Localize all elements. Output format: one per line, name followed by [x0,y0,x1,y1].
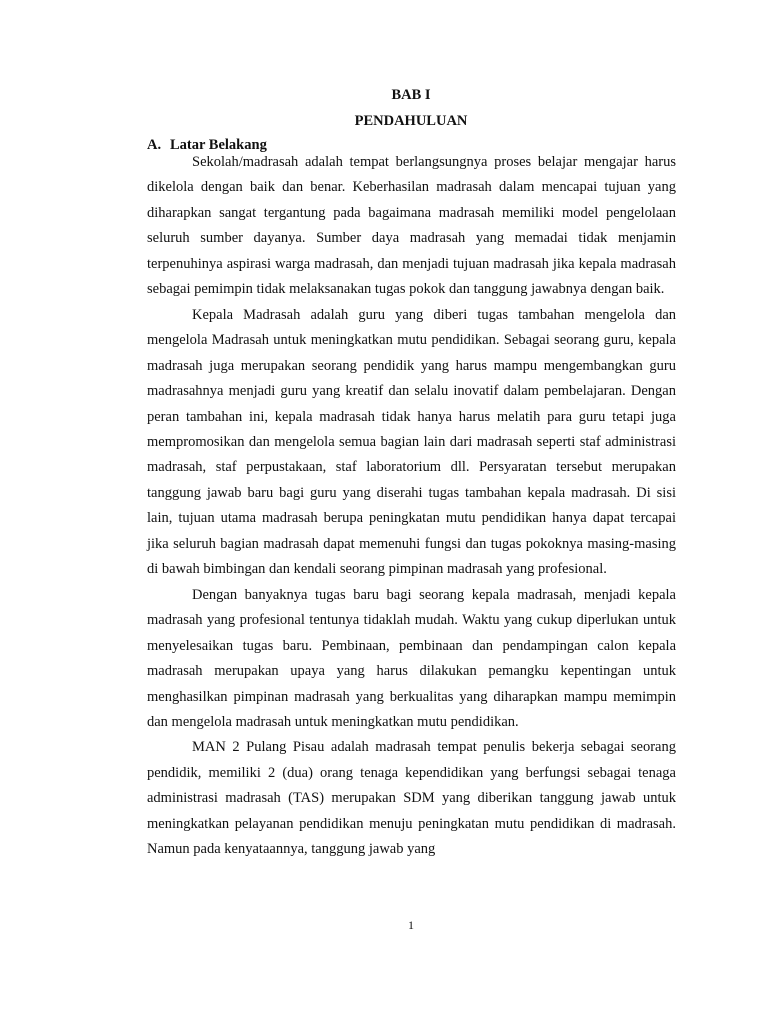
paragraph: Kepala Madrasah adalah guru yang diberi tugas tambahan mengelola dan mengelola Madrasah untuk meningkatkan mutu pendidikan. Sebagai seorang guru, kepala madrasah juga merupakan seorang pendidik yang harus mampu mengembangkan guru madrasahnya menjadi guru yang kreatif dan selalu inovatif dalam pembelajaran. Dengan peran tambahan ini, kepala madrasah tidak hanya harus melatih para guru tetapi juga mempromosikan dan mengelola semua bagian lain dari madrasah seperti staf administrasi madrasah, staf perpustakaan, staf laboratorium dll. Persyaratan tersebut merupakan tanggung jawab baru bagi guru yang diserahi tugas tambahan kepala madrasah. Di sisi lain, tujuan utama madrasah berupa peningkatan mutu pendidikan hanya dapat tercapai jika seluruh bagian madrasah dapat memenuhi fungsi dan tugas pokoknya masing-masing di bawah bimbingan dan kendali seorang pimpinan madrasah yang profesional. [147,306,676,578]
chapter-title: PENDAHULUAN [354,113,468,129]
page-number: 1 [408,918,414,932]
section-number: A. [147,137,162,153]
paragraph: Dengan banyaknya tugas baru bagi seorang kepala madrasah, menjadi kepala madrasah yang profesional tentunya tidaklah mudah. Waktu yang cukup diperlukan untuk menyelesaikan tugas baru. Pembinaan, pembinaan dan pendampingan calon kepala madrasah merupakan upaya yang harus dilakukan pemangku kepentingan untuk menghasilkan pimpinan madrasah yang berkualitas yang diharapkan mampu memimpin dan mengelola madrasah untuk meningkatkan mutu pendidikan. [147,586,676,730]
chapter-number: BAB I [391,87,431,103]
paragraph: MAN 2 Pulang Pisau adalah madrasah tempat penulis bekerja sebagai seorang pendidik, memiliki 2 (dua) orang tenaga kependidikan yang berfungsi sebagai tenaga administrasi madrasah (TAS) merupakan SDM yang diberikan tanggung jawab untuk meningkatkan pelayanan pendidikan menuju peningkatan mutu pendidikan di madrasah. Namun pada kenyataannya, tanggung jawab yang [147,739,676,858]
body-text [147,150,676,863]
paragraph: Sekolah/madrasah adalah tempat berlangsungnya proses belajar mengajar harus dikelola dengan baik dan benar. Keberhasilan madrasah dalam mencapai tujuan yang diharapkan sangat tergantung pada bagaimana madrasah memiliki model pengelolaan seluruh sumber dayanya. Sumber daya madrasah yang memadai tidak menjamin terpenuhinya aspirasi warga madrasah, dan menjadi tujuan madrasah jika kepala madrasah sebagai pemimpin tidak melaksanakan tugas pokok dan tanggung jawabnya dengan baik. [147,154,676,298]
section-title: Latar Belakang [170,137,267,153]
